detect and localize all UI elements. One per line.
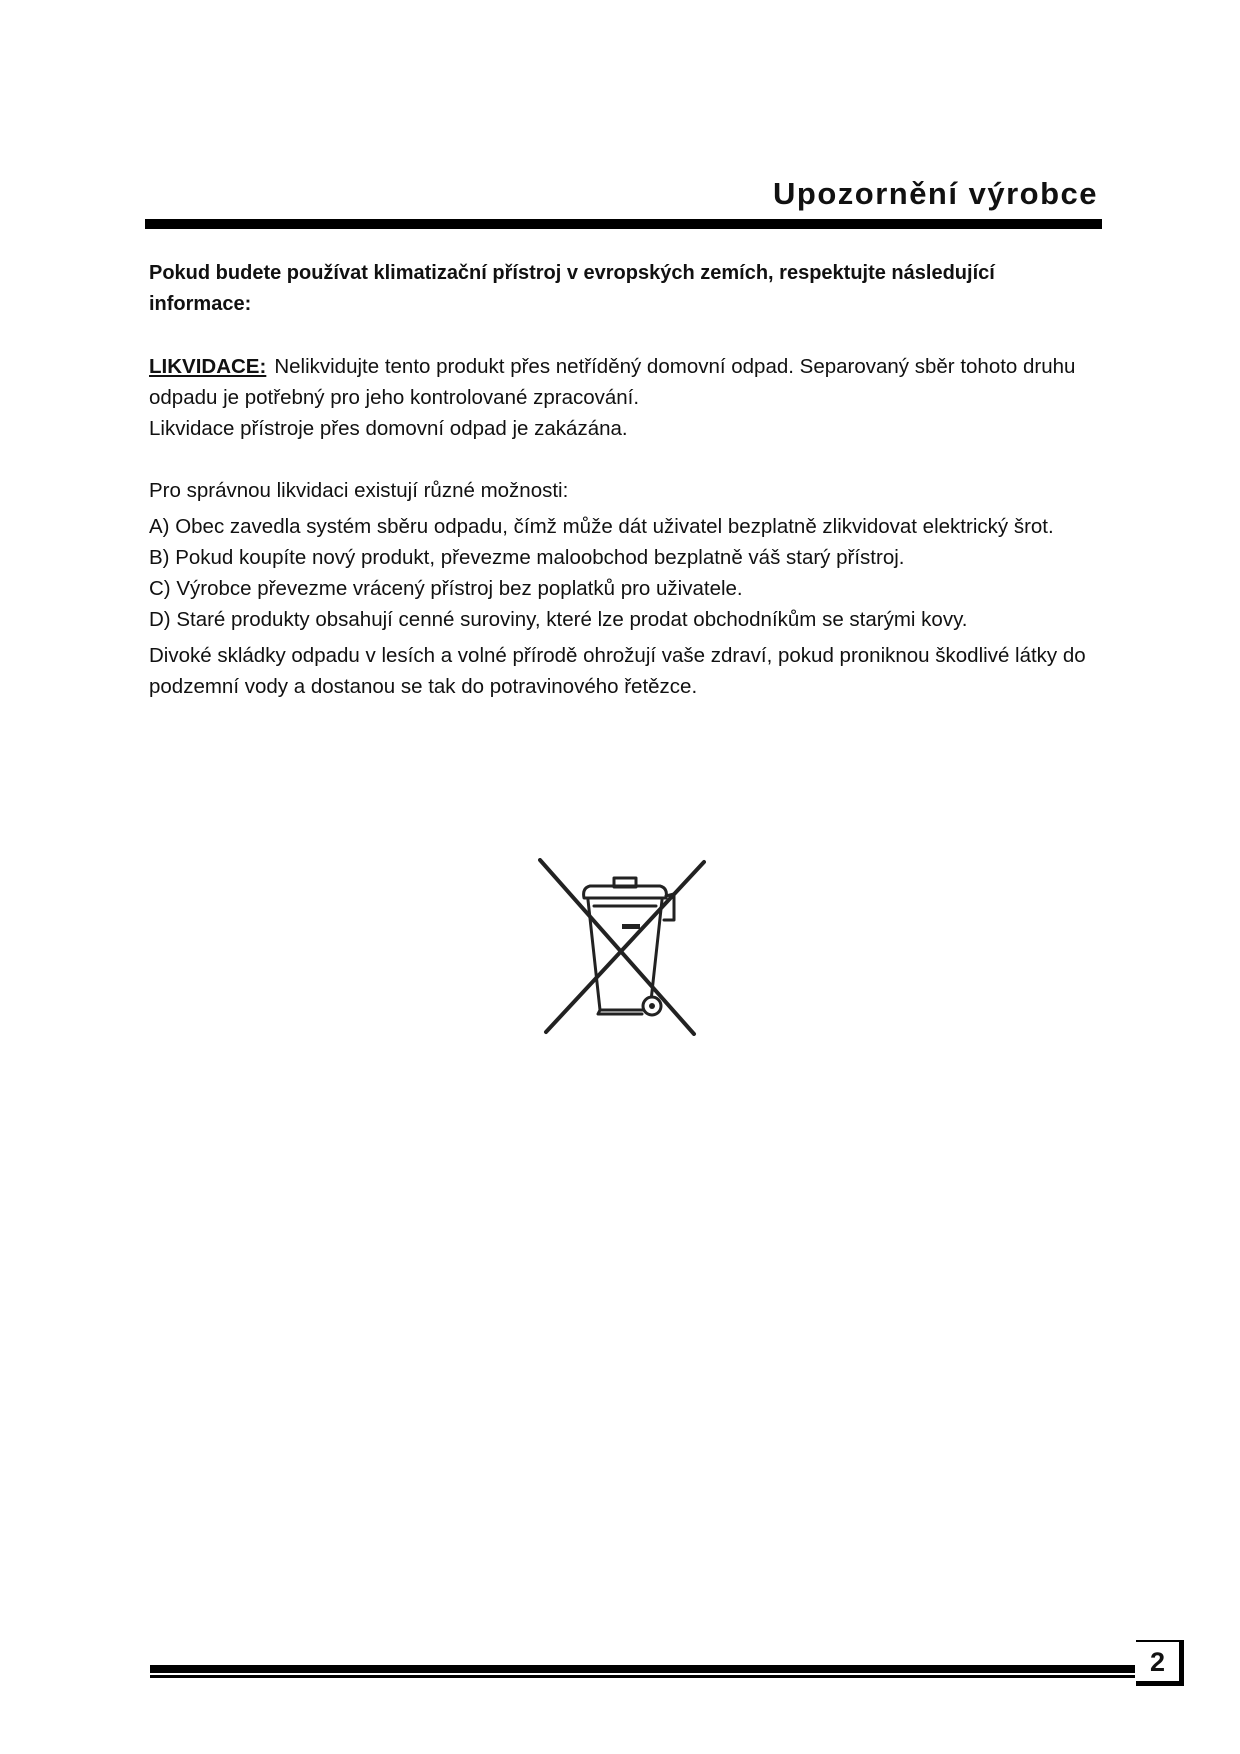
warning-text: Divoké skládky odpadu v lesích a volné přírodě ohrožují vaše zdraví, pokud proniknou škodlivé látky do podzemní vody a dostanou se tak do potravinového řetězce. [149,644,1086,698]
option-item-b: B) Pokud koupíte nový produkt, převezme maloobchod bezplatně váš starý přístroj. [149,546,905,569]
options-list [149,511,1089,635]
title-divider [145,219,1102,229]
footer-divider [150,1665,1135,1679]
option-item-d: D) Staré produkty obsahují cenné suroviny, které lze prodat obchodníkům se starými kovy. [149,608,968,631]
page-number: 2 [1136,1640,1184,1686]
options-heading: Pro správnou likvidaci existují různé možnosti: [149,479,569,502]
option-item-a: A) Obec zavedla systém sběru odpadu, čímž může dát uživatel bezplatně zlikvidovat elektrický šrot. [149,515,1054,538]
disposal-paragraph [149,351,1089,413]
disposal-label: LIKVIDACE: [149,355,267,378]
document-body [149,258,1089,702]
crossed-out-wheelie-bin-icon [538,858,706,1036]
page-title: Upozornění výrobce [773,176,1098,211]
option-item-c: C) Výrobce převezme vrácený přístroj bez poplatků pro uživatele. [149,577,743,600]
disposal-text: Nelikvidujte tento produkt přes netříděný domovní odpad. Separovaný sběr tohoto druhu odpadu je potřebný pro jeho kontrolované zpracování. [149,355,1076,409]
intro-text: Pokud budete používat klimatizační přístroj v evropských zemích, respektujte následující informace: [149,262,995,315]
disposal-prohibition: Likvidace přístroje přes domovní odpad je zakázána. [149,417,628,440]
